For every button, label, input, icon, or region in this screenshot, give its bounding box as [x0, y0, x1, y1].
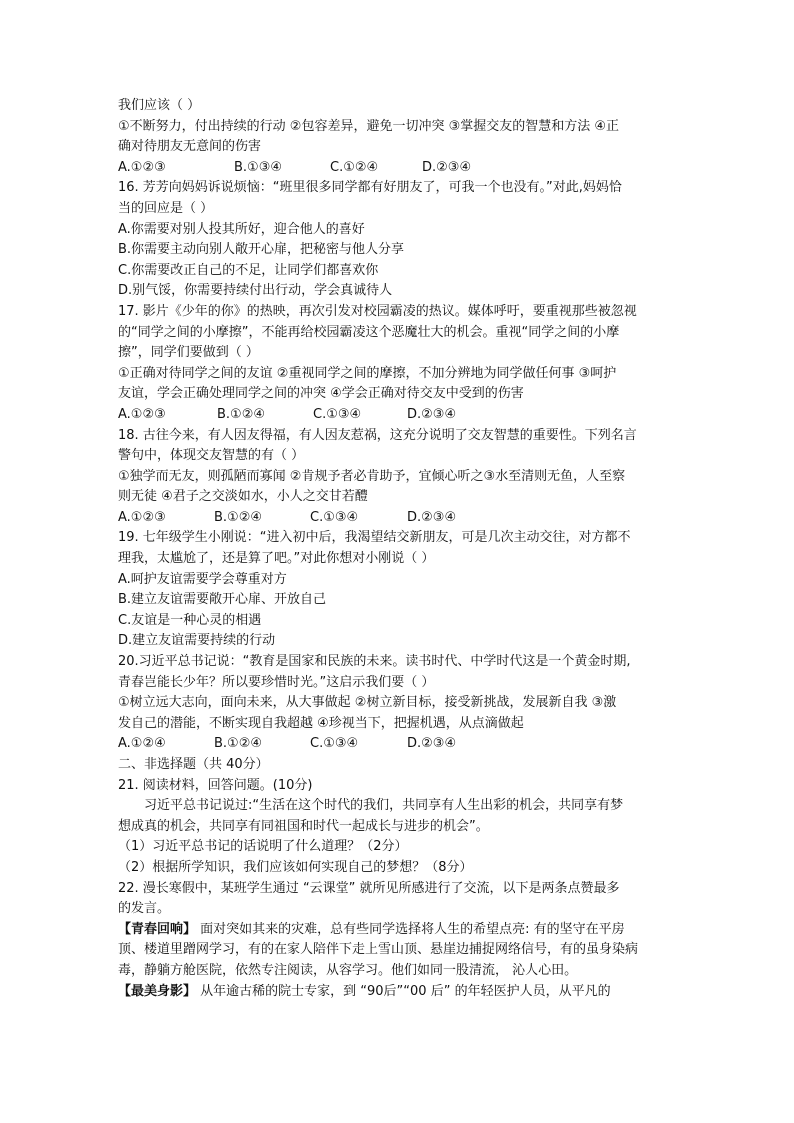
q18-choices-line1: ①独学而无友，则孤陋而寡闻 ②肯规予者必肯助予，宜倾心听之③水至清则无鱼，人至察: [118, 468, 626, 484]
q22-stem-line2: 的发言。: [118, 901, 171, 917]
q19-option-c: C.友谊是一种心灵的相遇: [118, 612, 262, 628]
q20-option-a: A.①②④: [118, 736, 166, 752]
q20-stem-line1: 20.习近平总书记说：“教育是国家和民族的未来。读书时代、中学时代这是一个黄金时期,: [118, 654, 631, 670]
q22-p2-label: 【最美身影】: [118, 983, 197, 999]
q20-choices-line1: ①树立远大志向，面向未来，从大事做起 ②树立新目标，接受新挑战，发展新自我 ③激: [118, 695, 617, 711]
q15-option-b: B.①③④: [234, 159, 283, 175]
q17-options: [118, 405, 674, 426]
q19-option-a: A.呵护友谊需要学会尊重对方: [118, 571, 287, 587]
q22-p2-line1: [118, 982, 674, 1003]
q18-stem-line2: 警句中，体现交友智慧的有（ ）: [118, 448, 305, 464]
q18-options: [118, 508, 674, 529]
q16-option-b: B.你需要主动向别人敞开心扉，把秘密与他人分享: [118, 242, 405, 258]
q17-choices-line2: 友谊，学会正确处理同学之间的冲突 ④学会正确对待交友中受到的伤害: [118, 386, 524, 402]
q19-stem-line2: 理我，太尴尬了，还是算了吧。”对此你想对小刚说（ ）: [118, 551, 435, 567]
q20-option-d: D.②③④: [407, 736, 457, 752]
q20-options: [118, 734, 674, 755]
q19-stem-line1: 19. 七年级学生小刚说：“进入初中后，我渴望结交新朋友，可是几次主动交往，对方都不: [118, 530, 631, 546]
q22-p2-text1: 从年逾古稀的院士专家，到 “90后”“00 后” 的年轻医护人员，从平凡的: [196, 983, 611, 999]
q22-p1-text1: 面对突如其来的灾难，总有些同学选择将人生的希望点亮: 有的坚守在平房: [196, 921, 625, 937]
q20-option-b: B.①②④: [214, 736, 263, 752]
q17-choices-line1: ①正确对待同学之间的友谊 ②重视同学之间的摩擦，不加分辨地为同学做任何事 ③呵护: [118, 365, 617, 381]
q19-option-d: D.建立友谊需要持续的行动: [118, 633, 276, 649]
q20-option-c: C.①③④: [310, 736, 359, 752]
q16-option-d: D.别气馁，你需要持续付出行动，学会真诚待人: [118, 283, 393, 299]
q17-option-b: B.①②④: [217, 406, 266, 422]
q18-stem-line1: 18. 古往今来，有人因友得福，有人因友惹祸，这充分说明了交友智慧的重要性。下列名言: [118, 427, 637, 443]
q18-option-d: D.②③④: [407, 509, 457, 525]
q20-choices-line2: 发自己的潜能，不断实现自我超越 ④珍视当下，把握机遇，从点滴做起: [118, 715, 524, 731]
q16-stem-line1: 16. 芳芳向妈妈诉说烦恼：“班里很多同学都有好朋友了，可我一个也没有。”对此,妈妈恰: [118, 180, 622, 196]
q21-material-line1: 习近平总书记说过:“生活在这个时代的我们，共同享有人生出彩的机会，共同享有梦: [144, 798, 624, 814]
q18-option-c: C.①③④: [310, 509, 359, 525]
q21-stem: 21. 阅读材料，回答问题。(10分): [118, 777, 313, 793]
q17-option-c: C.①③④: [313, 406, 362, 422]
q19-option-b: B.建立友谊需要敞开心扉、开放自己: [118, 592, 327, 608]
q16-stem-line2: 当的回应是（ ）: [118, 200, 214, 216]
q17-option-d: D.②③④: [407, 406, 457, 422]
q22-p1-label: 【青春回响】: [118, 921, 197, 937]
q16-option-c: C.你需要改正自己的不足，让同学们都喜欢你: [118, 262, 379, 278]
q22-stem-line1: 22. 漫长寒假中，某班学生通过 “云课堂” 就所见所感进行了交流，以下是两条点赞最多: [118, 880, 620, 896]
exam-content: [118, 96, 674, 1002]
q21-material-line2: 想成真的机会，共同享有同祖国和时代一起成长与进步的机会”。: [118, 818, 489, 834]
q15-choices-line2: 确对待朋友无意间的伤害: [118, 139, 262, 155]
q20-stem-line2: 青春岂能长少年？所以要珍惜时光。”这启示我们要（ ）: [118, 674, 435, 690]
q18-option-a: A.①②③: [118, 509, 166, 525]
q18-option-b: B.①②④: [214, 509, 263, 525]
q15-options: [118, 158, 674, 179]
q15-option-c: C.①②④: [330, 159, 379, 175]
q17-stem-line1: 17. 影片《少年的你》的热映，再次引发对校园霸凌的热议。媒体呼吁，要重视那些被忽视: [118, 303, 637, 319]
q21-sub1: （1）习近平总书记的话说明了什么道理？（2分）: [118, 839, 408, 855]
q22-p1-line2: 顶、楼道里蹭网学习，有的在家人陪伴下走上雪山顶、悬崖边捕捉网络信号，有的虽身染病: [118, 942, 639, 958]
q17-stem-line3: 擦”，同学们要做到（ ）: [118, 345, 259, 361]
q17-stem-line2: 的“同学之间的小摩擦”，不能再给校园霸凌这个恶魔壮大的机会。重视“同学之间的小摩: [118, 324, 620, 340]
q22-p1-line3: 毒，静躺方舱医院，依然专注阅读，从容学习。他们如同一股清流， 沁人心田。: [118, 962, 578, 978]
q15-option-a: A.①②③: [118, 159, 166, 175]
q22-p1-line1: [118, 920, 674, 941]
q15-option-d: D.②③④: [422, 159, 472, 175]
q16-option-a: A.你需要对别人投其所好，迎合他人的喜好: [118, 221, 365, 237]
q15-choices-line1: ①不断努力，付出持续的行动 ②包容差异，避免一切冲突 ③掌握交友的智慧和方法 ④正: [118, 118, 620, 134]
q18-choices-line2: 则无徒 ④君子之交淡如水，小人之交甘若醴: [118, 489, 368, 505]
q21-sub2: （2）根据所学知识，我们应该如何实现自己的梦想？（8分）: [118, 859, 473, 875]
q15-stem-end: 我们应该（ ）: [118, 98, 201, 113]
q17-option-a: A.①②③: [118, 406, 166, 422]
section2-title: 二、非选择题（共 40分）: [118, 757, 269, 772]
